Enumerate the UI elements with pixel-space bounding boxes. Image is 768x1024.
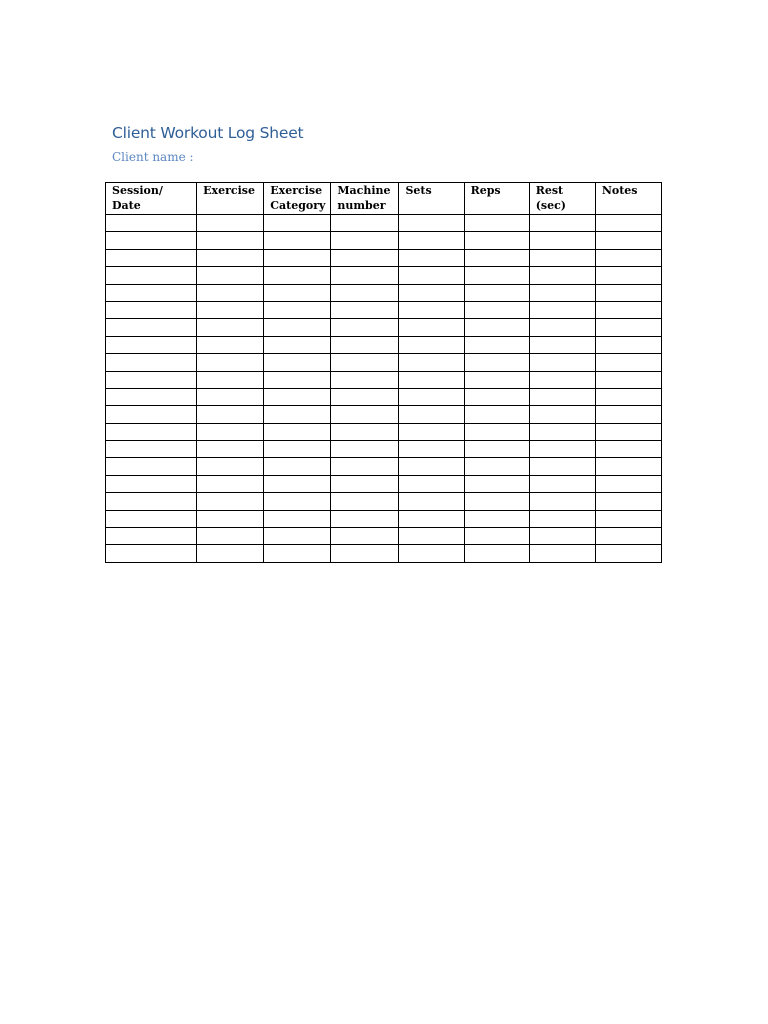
table-cell[interactable] (529, 406, 595, 423)
table-cell[interactable] (595, 528, 661, 545)
table-cell[interactable] (529, 371, 595, 388)
table-row (106, 319, 662, 336)
table-cell[interactable] (331, 441, 399, 458)
table-cell[interactable] (106, 301, 197, 318)
table-cell[interactable] (399, 406, 464, 423)
table-cell[interactable] (595, 267, 661, 284)
table-row (106, 354, 662, 371)
header-line: Date (112, 198, 141, 212)
header-session-date (106, 183, 197, 215)
table-cell[interactable] (197, 319, 264, 336)
table-cell[interactable] (106, 388, 197, 405)
table-cell[interactable] (595, 510, 661, 527)
table-cell[interactable] (197, 406, 264, 423)
table-cell[interactable] (264, 232, 331, 249)
table-row (106, 336, 662, 353)
table-cell[interactable] (331, 284, 399, 301)
table-cell[interactable] (197, 458, 264, 475)
table-cell[interactable] (106, 493, 197, 510)
table-cell[interactable] (399, 301, 464, 318)
table-cell[interactable] (197, 215, 264, 232)
table-cell[interactable] (106, 545, 197, 562)
header-line: number (337, 198, 386, 212)
table-cell[interactable] (529, 301, 595, 318)
table-cell[interactable] (197, 423, 264, 440)
table-cell[interactable] (264, 545, 331, 562)
table-cell[interactable] (264, 284, 331, 301)
table-cell[interactable] (399, 354, 464, 371)
table-cell[interactable] (464, 284, 529, 301)
table-cell[interactable] (399, 215, 464, 232)
client-name-label: Client name : (112, 150, 194, 164)
table-cell[interactable] (264, 371, 331, 388)
table-row (106, 215, 662, 232)
table-cell[interactable] (331, 458, 399, 475)
table-cell[interactable] (399, 371, 464, 388)
table-cell[interactable] (464, 267, 529, 284)
table-cell[interactable] (106, 249, 197, 266)
table-cell[interactable] (331, 267, 399, 284)
table-row (106, 493, 662, 510)
table-cell[interactable] (529, 284, 595, 301)
header-line: Notes (601, 184, 638, 197)
table-cell[interactable] (331, 388, 399, 405)
table-cell[interactable] (595, 493, 661, 510)
table-cell[interactable] (106, 441, 197, 458)
table-cell[interactable] (529, 545, 595, 562)
table-cell[interactable] (399, 510, 464, 527)
table-cell[interactable] (264, 423, 331, 440)
table-cell[interactable] (595, 423, 661, 440)
table-cell[interactable] (331, 336, 399, 353)
table-cell[interactable] (197, 528, 264, 545)
table-cell[interactable] (197, 475, 264, 492)
table-cell[interactable] (464, 441, 529, 458)
table-cell[interactable] (106, 423, 197, 440)
table-cell[interactable] (529, 354, 595, 371)
table-cell[interactable] (399, 336, 464, 353)
table-cell[interactable] (264, 301, 331, 318)
table-cell[interactable] (264, 354, 331, 371)
table-row (106, 458, 662, 475)
table-cell[interactable] (595, 215, 661, 232)
table-cell[interactable] (464, 301, 529, 318)
table-cell[interactable] (399, 458, 464, 475)
table-cell[interactable] (197, 232, 264, 249)
table-cell[interactable] (264, 406, 331, 423)
table-row (106, 545, 662, 562)
table-row (106, 371, 662, 388)
table-cell[interactable] (464, 215, 529, 232)
table-cell[interactable] (464, 249, 529, 266)
table-cell[interactable] (264, 267, 331, 284)
table-cell[interactable] (106, 406, 197, 423)
table-cell[interactable] (464, 319, 529, 336)
table-cell[interactable] (529, 441, 595, 458)
table-cell[interactable] (529, 232, 595, 249)
table-cell[interactable] (595, 388, 661, 405)
table-cell[interactable] (331, 319, 399, 336)
table-cell[interactable] (264, 249, 331, 266)
table-cell[interactable] (464, 510, 529, 527)
table-row (106, 406, 662, 423)
document-title: Client Workout Log Sheet (112, 124, 304, 142)
table-cell[interactable] (331, 406, 399, 423)
table-cell[interactable] (106, 319, 197, 336)
table-cell[interactable] (595, 284, 661, 301)
table-row (106, 249, 662, 266)
table-cell[interactable] (106, 354, 197, 371)
header-line: Reps (470, 184, 501, 197)
table-cell[interactable] (106, 510, 197, 527)
table-cell[interactable] (399, 493, 464, 510)
table-cell[interactable] (106, 336, 197, 353)
table-cell[interactable] (197, 371, 264, 388)
table-cell[interactable] (595, 441, 661, 458)
table-cell[interactable] (331, 528, 399, 545)
table-row (106, 528, 662, 545)
table-cell[interactable] (464, 406, 529, 423)
table-cell[interactable] (197, 510, 264, 527)
table-cell[interactable] (595, 371, 661, 388)
table-cell[interactable] (264, 510, 331, 527)
table-cell[interactable] (529, 319, 595, 336)
table-cell[interactable] (106, 458, 197, 475)
table-cell[interactable] (197, 388, 264, 405)
table-cell[interactable] (464, 545, 529, 562)
header-line: Exercise (203, 184, 255, 197)
table-cell[interactable] (106, 371, 197, 388)
table-cell[interactable] (197, 267, 264, 284)
header-machine-number (331, 183, 399, 215)
table-cell[interactable] (264, 441, 331, 458)
table-cell[interactable] (331, 215, 399, 232)
header-line: Machine (337, 184, 391, 197)
table-cell[interactable] (595, 354, 661, 371)
table-cell[interactable] (595, 319, 661, 336)
table-cell[interactable] (197, 336, 264, 353)
table-cell[interactable] (464, 232, 529, 249)
header-sets (399, 183, 464, 215)
header-line: (sec) (535, 198, 567, 212)
table-cell[interactable] (331, 249, 399, 266)
table-cell[interactable] (331, 493, 399, 510)
table-cell[interactable] (399, 249, 464, 266)
table-cell[interactable] (197, 493, 264, 510)
table-cell[interactable] (331, 301, 399, 318)
table-cell[interactable] (197, 301, 264, 318)
table-cell[interactable] (264, 458, 331, 475)
table-cell[interactable] (529, 249, 595, 266)
table-cell[interactable] (529, 510, 595, 527)
table-cell[interactable] (464, 354, 529, 371)
table-cell[interactable] (106, 232, 197, 249)
table-cell[interactable] (595, 249, 661, 266)
table-cell[interactable] (529, 475, 595, 492)
table-cell[interactable] (106, 475, 197, 492)
table-cell[interactable] (464, 475, 529, 492)
table-cell[interactable] (595, 301, 661, 318)
table-cell[interactable] (331, 423, 399, 440)
table-cell[interactable] (264, 388, 331, 405)
header-exercise-category (264, 183, 331, 215)
table-cell[interactable] (464, 336, 529, 353)
table-cell[interactable] (399, 441, 464, 458)
header-reps (464, 183, 529, 215)
table-cell[interactable] (529, 388, 595, 405)
table-cell[interactable] (399, 284, 464, 301)
table-row (106, 510, 662, 527)
header-line: Sets (405, 184, 432, 197)
table-row (106, 232, 662, 249)
table-cell[interactable] (529, 336, 595, 353)
table-cell[interactable] (197, 441, 264, 458)
table-cell[interactable] (464, 423, 529, 440)
table-cell[interactable] (529, 423, 595, 440)
table-cell[interactable] (331, 545, 399, 562)
table-cell[interactable] (264, 493, 331, 510)
header-exercise (197, 183, 264, 215)
header-line: Rest (535, 184, 564, 197)
table-row (106, 423, 662, 440)
table-cell[interactable] (595, 545, 661, 562)
table-row (106, 284, 662, 301)
table-cell[interactable] (331, 510, 399, 527)
table-row (106, 441, 662, 458)
table-row (106, 267, 662, 284)
table-row (106, 475, 662, 492)
table-cell[interactable] (197, 354, 264, 371)
table-cell[interactable] (106, 528, 197, 545)
table-cell[interactable] (595, 232, 661, 249)
table-cell[interactable] (529, 528, 595, 545)
table-header-row (106, 183, 662, 215)
table-cell[interactable] (264, 528, 331, 545)
table-row (106, 388, 662, 405)
table-cell[interactable] (399, 267, 464, 284)
table-body (106, 215, 662, 563)
table-cell[interactable] (264, 336, 331, 353)
table-cell[interactable] (197, 284, 264, 301)
table-cell[interactable] (331, 475, 399, 492)
header-line: Exercise (270, 184, 323, 197)
header-rest-sec (529, 183, 595, 215)
table-cell[interactable] (399, 388, 464, 405)
table-cell[interactable] (399, 319, 464, 336)
table-cell[interactable] (464, 458, 529, 475)
table-cell[interactable] (106, 215, 197, 232)
table-cell[interactable] (399, 528, 464, 545)
table-cell[interactable] (197, 545, 264, 562)
table-cell[interactable] (264, 215, 331, 232)
table-cell[interactable] (399, 545, 464, 562)
table-cell[interactable] (331, 232, 399, 249)
table-cell[interactable] (106, 267, 197, 284)
header-notes (595, 183, 661, 215)
table-cell[interactable] (331, 371, 399, 388)
table-cell[interactable] (529, 458, 595, 475)
table-cell[interactable] (106, 284, 197, 301)
table-cell[interactable] (464, 388, 529, 405)
table-cell[interactable] (529, 267, 595, 284)
header-line: Session/ (112, 184, 163, 197)
table-cell[interactable] (595, 336, 661, 353)
table-cell[interactable] (399, 423, 464, 440)
table-row (106, 301, 662, 318)
table-cell[interactable] (595, 458, 661, 475)
table-cell[interactable] (264, 475, 331, 492)
table-cell[interactable] (264, 319, 331, 336)
table-cell[interactable] (399, 475, 464, 492)
table-cell[interactable] (529, 215, 595, 232)
table-cell[interactable] (197, 249, 264, 266)
table-cell[interactable] (399, 232, 464, 249)
table-cell[interactable] (464, 493, 529, 510)
table-cell[interactable] (464, 371, 529, 388)
table-cell[interactable] (595, 406, 661, 423)
table-cell[interactable] (331, 354, 399, 371)
workout-log-table (105, 182, 662, 563)
header-line: Category (270, 198, 326, 212)
table-cell[interactable] (595, 475, 661, 492)
table-cell[interactable] (464, 528, 529, 545)
table-cell[interactable] (529, 493, 595, 510)
